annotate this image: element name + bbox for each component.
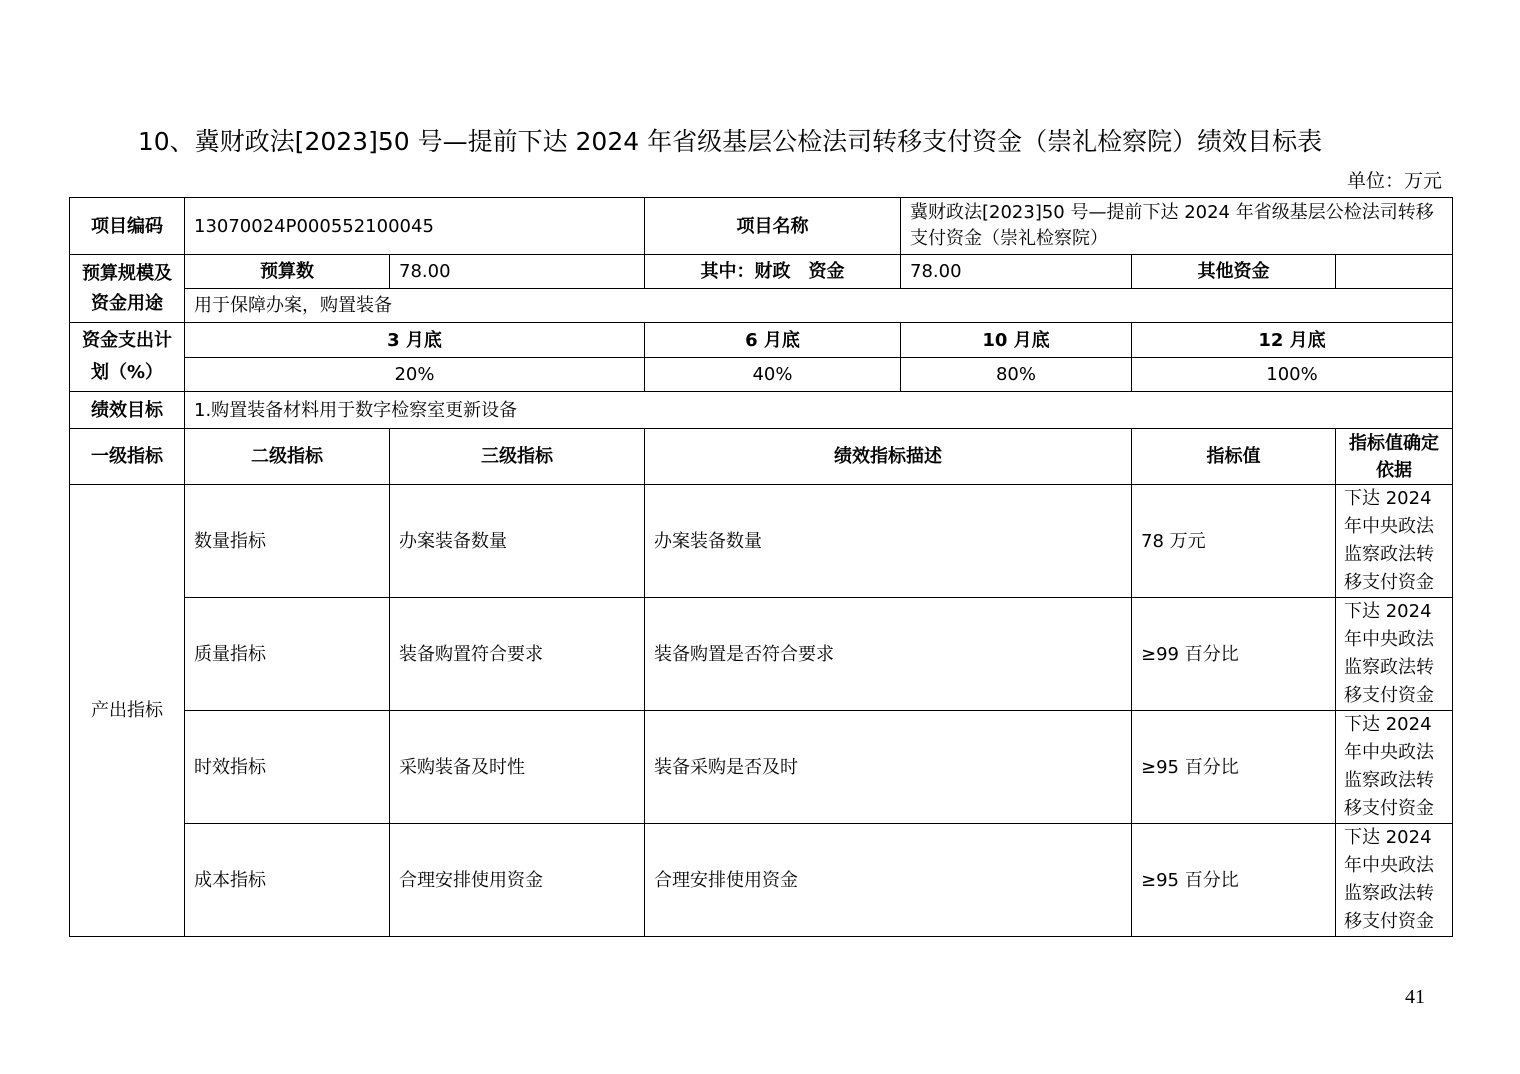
budget-amount-label: 预算数: [185, 255, 390, 289]
plan-value-december: 100%: [1132, 358, 1453, 392]
header-level3: 三级指标: [390, 429, 645, 485]
unit-label: 单位：万元: [1346, 170, 1442, 192]
project-code-label: 项目编码: [70, 198, 185, 255]
basis-cell: 下达 2024 年中央政法监察政法转移支付资金: [1336, 711, 1453, 824]
description-cell: 合理安排使用资金: [645, 824, 1132, 937]
budget-row: [70, 255, 1453, 289]
header-value: 指标值: [1132, 429, 1336, 485]
fiscal-fund-label: 其中：财政 资金: [645, 255, 901, 289]
table-row: [70, 485, 1453, 598]
level2-cell: 数量指标: [185, 485, 390, 598]
plan-value-october: 80%: [901, 358, 1132, 392]
fund-usage-text: 用于保障办案，购置装备: [185, 289, 1453, 323]
project-name-value: 冀财政法[2023]50 号—提前下达 2024 年省级基层公检法司转移支付资金（崇礼检察院）: [901, 198, 1453, 255]
header-description: 绩效指标描述: [645, 429, 1132, 485]
other-fund-label: 其他资金: [1132, 255, 1336, 289]
level2-cell: 质量指标: [185, 598, 390, 711]
basis-cell: 下达 2024 年中央政法监察政法转移支付资金: [1336, 824, 1453, 937]
level2-cell: 时效指标: [185, 711, 390, 824]
header-basis: 指标值确定依据: [1336, 429, 1453, 485]
performance-table: [69, 197, 1453, 937]
level3-cell: 采购装备及时性: [390, 711, 645, 824]
plan-value-march: 20%: [185, 358, 645, 392]
fiscal-fund-value: 78.00: [901, 255, 1132, 289]
header-level2: 二级指标: [185, 429, 390, 485]
table-row: [70, 711, 1453, 824]
table-row: [70, 824, 1453, 937]
level3-cell: 办案装备数量: [390, 485, 645, 598]
document-title: 10、冀财政法[2023]50 号—提前下达 2024 年省级基层公检法司转移支付资金（崇礼检察院）绩效目标表: [137, 127, 1323, 156]
basis-cell: 下达 2024 年中央政法监察政法转移支付资金: [1336, 485, 1453, 598]
spending-plan-label: 资金支出计划（%）: [70, 323, 185, 392]
level1-output-indicator: 产出指标: [70, 485, 185, 937]
project-code-value: 13070024P000552100045: [185, 198, 645, 255]
budget-section-label: 预算规模及资金用途: [70, 255, 185, 323]
description-cell: 装备采购是否及时: [645, 711, 1132, 824]
plan-values-row: [70, 358, 1453, 392]
level3-cell: 装备购置符合要求: [390, 598, 645, 711]
value-cell: 78 万元: [1132, 485, 1336, 598]
project-row: [70, 198, 1453, 255]
fund-usage-row: [70, 289, 1453, 323]
goal-text: 1.购置装备材料用于数字检察室更新设备: [185, 392, 1453, 429]
plan-value-june: 40%: [645, 358, 901, 392]
value-cell: ≥95 百分比: [1132, 711, 1336, 824]
description-cell: 办案装备数量: [645, 485, 1132, 598]
page-number: 41: [1405, 986, 1425, 1008]
goal-label: 绩效目标: [70, 392, 185, 429]
table-row: [70, 598, 1453, 711]
level3-cell: 合理安排使用资金: [390, 824, 645, 937]
other-fund-value: [1336, 255, 1453, 289]
value-cell: ≥95 百分比: [1132, 824, 1336, 937]
description-cell: 装备购置是否符合要求: [645, 598, 1132, 711]
basis-cell: 下达 2024 年中央政法监察政法转移支付资金: [1336, 598, 1453, 711]
plan-month-march: 3 月底: [185, 323, 645, 358]
indicator-header-row: [70, 429, 1453, 485]
level2-cell: 成本指标: [185, 824, 390, 937]
plan-month-october: 10 月底: [901, 323, 1132, 358]
plan-month-june: 6 月底: [645, 323, 901, 358]
project-name-label: 项目名称: [645, 198, 901, 255]
plan-month-december: 12 月底: [1132, 323, 1453, 358]
header-level1: 一级指标: [70, 429, 185, 485]
value-cell: ≥99 百分比: [1132, 598, 1336, 711]
goal-row: [70, 392, 1453, 429]
budget-amount-value: 78.00: [390, 255, 645, 289]
plan-months-row: [70, 323, 1453, 358]
